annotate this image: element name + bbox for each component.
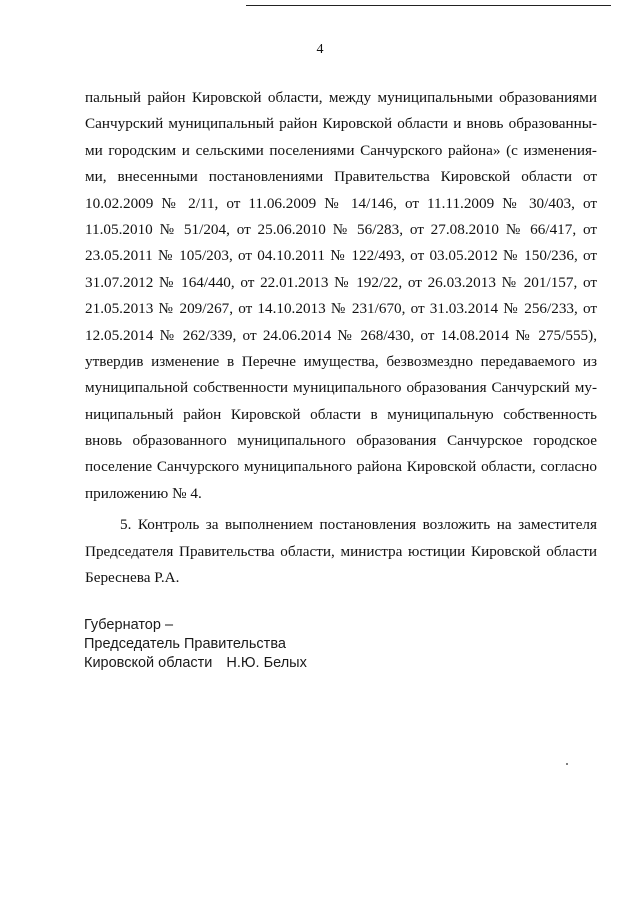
signature-position: Председатель Правительства	[84, 636, 286, 652]
body-line: муниципальной собственности муниципального образования Санчурский му-	[85, 379, 597, 397]
body-line: поселение Санчурского муниципального района Кировской области, согласно	[85, 458, 597, 476]
signatory-name: Н.Ю. Белых	[226, 655, 307, 671]
body-line: утвердив изменение в Перечне имущества, безвозмездно передаваемого из	[85, 352, 597, 370]
body-line: Санчурский муниципальный район Кировской области и вновь образованны-	[85, 115, 597, 133]
paragraph-5-line: Береснева Р.А.	[85, 569, 180, 587]
signature-block	[84, 616, 307, 673]
body-line: ми городским и сельскими поселениями Санчурского района» (с изменения-	[85, 141, 597, 159]
signature-title: Губернатор –	[84, 617, 174, 633]
body-line: 23.05.2011 № 105/203, от 04.10.2011 № 122/493, от 03.05.2012 № 150/236, от	[85, 247, 597, 265]
body-line: 12.05.2014 № 262/339, от 24.06.2014 № 268/430, от 14.08.2014 № 275/555),	[85, 326, 597, 344]
body-line: приложению № 4.	[85, 484, 202, 502]
body-line: 10.02.2009 № 2/11, от 11.06.2009 № 14/146, от 11.11.2009 № 30/403, от	[85, 194, 597, 212]
signature-region: Кировской области	[84, 655, 213, 671]
body-line: пальный район Кировской области, между муниципальными образованиями	[85, 89, 597, 106]
scan-speck	[566, 763, 568, 765]
paragraph-5-line: 5. Контроль за выполнением постановления возложить на заместителя	[120, 516, 597, 534]
top-rule	[246, 5, 611, 6]
body-line: ми, внесенными постановлениями Правительства Кировской области от	[85, 168, 597, 186]
body-line: 31.07.2012 № 164/440, от 22.01.2013 № 192/22, от 26.03.2013 № 201/157, от	[85, 273, 597, 291]
document-body	[85, 85, 597, 591]
body-line: вновь образованного муниципального образования Санчурское городское	[85, 432, 597, 450]
signature-region-line	[84, 654, 307, 673]
body-line: 21.05.2013 № 209/267, от 14.10.2013 № 231/670, от 31.03.2014 № 256/233, от	[85, 300, 597, 318]
body-line: 11.05.2010 № 51/204, от 25.06.2010 № 56/283, от 27.08.2010 № 66/417, от	[85, 220, 597, 238]
body-line: ниципальный район Кировской области в муниципальную собственность	[85, 405, 597, 423]
paragraph-5-line: Председателя Правительства области, министра юстиции Кировской области	[85, 542, 597, 560]
page-number: 4	[316, 42, 324, 57]
